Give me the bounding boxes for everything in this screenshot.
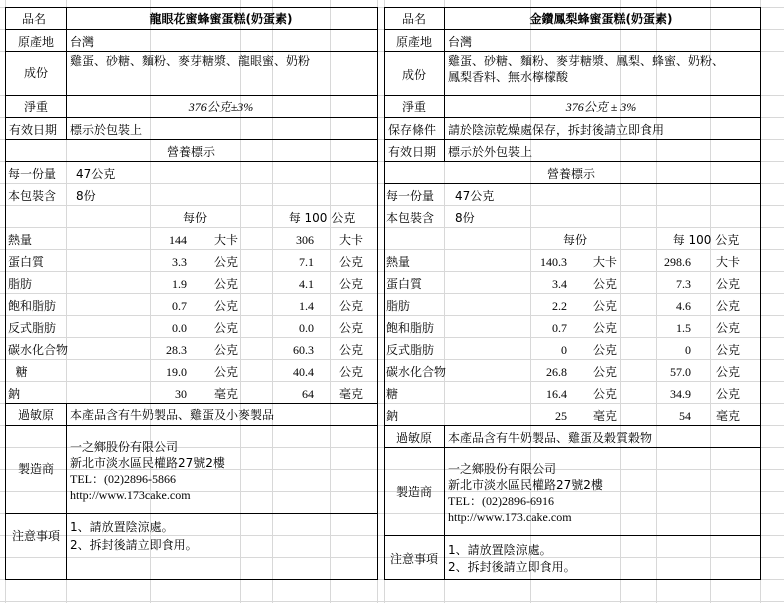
right-product-label[interactable]: 品名 (401, 12, 426, 26)
left-net-value[interactable]: 376公克±3% (188, 100, 254, 114)
right-nutrient-per-serving-unit[interactable]: 毫克 (592, 409, 617, 423)
right-nutrient-per-serving-unit[interactable]: 公克 (592, 299, 617, 313)
left-per-serving-header[interactable]: 每份 (182, 211, 207, 225)
left-nutrient-per-serving-value[interactable]: 19.0 (166, 365, 187, 379)
right-storage-label[interactable]: 保存條件 (388, 123, 437, 137)
left-nutrient-per-100g-value[interactable]: 40.4 (293, 365, 314, 379)
right-maker-line[interactable]: TEL：(02)2896-6916 (448, 494, 554, 508)
left-nutrient-per-serving-unit[interactable]: 公克 (213, 321, 238, 335)
left-nutrient-name[interactable]: 糖 (8, 365, 28, 379)
left-nutrient-per-serving-value[interactable]: 0.0 (172, 321, 187, 335)
right-nutrient-name[interactable]: 飽和脂肪 (386, 321, 435, 335)
right-nutrient-per-serving-unit[interactable]: 公克 (592, 365, 617, 379)
left-product-label[interactable]: 品名 (21, 12, 46, 26)
right-nutrient-per-100g-unit[interactable]: 公克 (715, 365, 740, 379)
right-nutrient-per-100g-value[interactable]: 298.6 (664, 255, 691, 269)
left-servings-value[interactable]: 8份 (76, 189, 96, 203)
left-nutrient-per-serving-unit[interactable]: 大卡 (213, 233, 238, 247)
right-nutrient-per-100g-value[interactable]: 34.9 (670, 387, 691, 401)
left-maker-line[interactable]: TEL：(02)2896-5866 (70, 472, 176, 486)
left-allergen-value[interactable]: 本產品含有牛奶製品、雞蛋及小麥製品 (70, 408, 275, 422)
right-ingredients-line[interactable]: 雞蛋、砂糖、麵粉、麥芽糖漿、鳳梨、蜂蜜、奶粉、 (448, 54, 725, 68)
left-nutrient-per-serving-value[interactable]: 0.7 (172, 299, 187, 313)
left-ingredients-label[interactable]: 成份 (23, 66, 48, 80)
right-serving-value[interactable]: 47公克 (455, 189, 495, 203)
right-notes-label[interactable]: 注意事項 (389, 552, 438, 566)
left-nutrient-per-100g-value[interactable]: 4.1 (299, 277, 314, 291)
left-nutrient-per-serving-value[interactable]: 28.3 (166, 343, 187, 357)
left-nutrition-title[interactable]: 營養標示 (166, 145, 215, 159)
left-nutrient-per-serving-value[interactable]: 1.9 (172, 277, 187, 291)
right-allergen-value[interactable]: 本產品含有牛奶製品、雞蛋及穀質穀物 (448, 431, 653, 445)
left-serving-label[interactable]: 每一份量 (8, 167, 57, 181)
left-nutrient-name[interactable]: 脂肪 (8, 277, 33, 291)
left-nutrient-per-100g-value[interactable]: 1.4 (299, 299, 314, 313)
left-origin-value[interactable]: 台灣 (70, 35, 95, 49)
left-ingredients-value[interactable]: 雞蛋、砂糖、麵粉、麥芽糖漿、龍眼蜜、奶粉 (70, 54, 311, 68)
right-nutrient-name[interactable]: 鈉 (386, 409, 399, 423)
left-nutrient-per-serving-value[interactable]: 144 (169, 233, 187, 247)
left-per-100g-header[interactable]: 每 100 公克 (288, 211, 356, 225)
right-nutrient-per-100g-unit[interactable]: 大卡 (715, 255, 740, 269)
right-maker-line[interactable]: http://www.173.cake.com (448, 510, 572, 524)
left-notes-label[interactable]: 注意事項 (11, 529, 60, 543)
right-nutrient-per-100g-value[interactable]: 0 (685, 343, 691, 357)
left-serving-value[interactable]: 47公克 (76, 167, 116, 181)
right-ingredients-label[interactable]: 成份 (401, 68, 426, 82)
left-nutrient-per-100g-unit[interactable]: 公克 (338, 299, 363, 313)
right-serving-label[interactable]: 每一份量 (386, 189, 435, 203)
right-allergen-label[interactable]: 過敏原 (395, 431, 432, 445)
left-allergen-label[interactable]: 過敏原 (17, 408, 54, 422)
left-nutrient-name[interactable]: 反式脂肪 (8, 321, 57, 335)
right-nutrient-per-serving-unit[interactable]: 公克 (592, 321, 617, 335)
right-storage-value[interactable]: 請於陰涼乾燥處保存，拆封後請立即食用 (448, 123, 665, 137)
left-nutrient-name[interactable]: 蛋白質 (8, 255, 45, 269)
right-nutrient-per-serving-unit[interactable]: 公克 (592, 387, 617, 401)
right-nutrient-name[interactable]: 熱量 (386, 255, 411, 269)
right-origin-value[interactable]: 台灣 (448, 35, 473, 49)
left-maker-line[interactable]: 一之鄉股份有限公司 (70, 440, 179, 454)
left-nutrient-per-100g-unit[interactable]: 毫克 (338, 387, 363, 401)
right-nutrient-per-serving-value[interactable]: 16.4 (546, 387, 567, 401)
left-nutrient-per-serving-value[interactable]: 30 (175, 387, 187, 401)
left-nutrient-name[interactable]: 飽和脂肪 (8, 299, 57, 313)
right-nutrient-per-100g-value[interactable]: 57.0 (670, 365, 691, 379)
left-notes-line[interactable]: 2、拆封後請立即食用。 (70, 538, 198, 552)
right-per-100g-header[interactable]: 每 100 公克 (672, 233, 740, 247)
right-nutrient-name[interactable]: 蛋白質 (386, 277, 423, 291)
right-nutrient-per-serving-unit[interactable]: 公克 (592, 343, 617, 357)
right-expiry-label[interactable]: 有效日期 (388, 145, 437, 159)
left-nutrient-per-serving-unit[interactable]: 公克 (213, 365, 238, 379)
left-notes-line[interactable]: 1、請放置陰涼處。 (70, 520, 174, 534)
left-product-name[interactable]: 龍眼花蜜蜂蜜蛋糕(奶蛋素) (149, 12, 293, 26)
right-notes-line[interactable]: 2、拆封後請立即食用。 (448, 560, 576, 574)
left-expiry-label[interactable]: 有效日期 (9, 123, 58, 137)
left-maker-label[interactable]: 製造商 (17, 462, 54, 476)
left-nutrient-per-serving-value[interactable]: 3.3 (172, 255, 187, 269)
right-nutrient-name[interactable]: 反式脂肪 (386, 343, 435, 357)
right-notes-line[interactable]: 1、請放置陰涼處。 (448, 543, 552, 557)
right-nutrient-name[interactable]: 碳水化合物 (386, 365, 447, 379)
left-nutrient-per-100g-value[interactable]: 0.0 (299, 321, 314, 335)
left-nutrient-per-100g-unit[interactable]: 公克 (338, 255, 363, 269)
left-nutrient-name[interactable]: 碳水化合物 (8, 343, 69, 357)
left-nutrient-per-100g-unit[interactable]: 公克 (338, 321, 363, 335)
left-nutrient-per-serving-unit[interactable]: 毫克 (213, 387, 238, 401)
right-nutrient-per-serving-value[interactable]: 0.7 (552, 321, 567, 335)
right-nutrient-per-100g-unit[interactable]: 毫克 (715, 409, 740, 423)
right-nutrient-per-100g-value[interactable]: 54 (679, 409, 691, 423)
right-nutrient-per-serving-value[interactable]: 140.3 (540, 255, 567, 269)
right-maker-line[interactable]: 新北市淡水區民權路27號2樓 (448, 478, 603, 492)
left-nutrient-per-100g-unit[interactable]: 公克 (338, 277, 363, 291)
right-nutrient-name[interactable]: 糖 (386, 387, 399, 401)
right-nutrient-per-100g-value[interactable]: 7.3 (676, 277, 691, 291)
right-nutrition-title[interactable]: 營養標示 (546, 167, 595, 181)
right-origin-label[interactable]: 原產地 (395, 35, 432, 49)
left-nutrient-per-100g-unit[interactable]: 公克 (338, 343, 363, 357)
right-nutrient-per-serving-value[interactable]: 25 (555, 409, 567, 423)
left-nutrient-per-serving-unit[interactable]: 公克 (213, 277, 238, 291)
right-nutrient-per-100g-unit[interactable]: 公克 (715, 321, 740, 335)
right-expiry-value[interactable]: 標示於外包裝上 (448, 145, 533, 159)
left-nutrient-name[interactable]: 鈉 (8, 387, 21, 401)
left-nutrient-per-100g-value[interactable]: 64 (302, 387, 314, 401)
right-maker-line[interactable]: 一之鄉股份有限公司 (448, 462, 557, 476)
right-servings-value[interactable]: 8份 (455, 211, 475, 225)
right-nutrient-per-100g-unit[interactable]: 公克 (715, 343, 740, 357)
left-net-label[interactable]: 淨重 (23, 100, 48, 114)
right-maker-label[interactable]: 製造商 (395, 485, 432, 499)
left-nutrient-per-100g-value[interactable]: 7.1 (299, 255, 314, 269)
right-nutrient-per-serving-value[interactable]: 2.2 (552, 299, 567, 313)
left-nutrient-per-serving-unit[interactable]: 公克 (213, 343, 238, 357)
left-maker-line[interactable]: 新北市淡水區民權路27號2樓 (70, 456, 225, 470)
right-net-value[interactable]: 376公克 ± 3% (565, 100, 637, 114)
right-nutrient-per-100g-value[interactable]: 4.6 (676, 299, 691, 313)
left-nutrient-name[interactable]: 熱量 (8, 233, 33, 247)
left-nutrient-per-100g-value[interactable]: 60.3 (293, 343, 314, 357)
right-nutrient-per-100g-unit[interactable]: 公克 (715, 299, 740, 313)
right-nutrient-per-100g-unit[interactable]: 公克 (715, 277, 740, 291)
left-origin-label[interactable]: 原產地 (17, 35, 54, 49)
right-nutrient-name[interactable]: 脂肪 (386, 299, 411, 313)
left-nutrient-per-serving-unit[interactable]: 公克 (213, 299, 238, 313)
right-nutrient-per-serving-unit[interactable]: 公克 (592, 277, 617, 291)
left-nutrient-per-100g-unit[interactable]: 公克 (338, 365, 363, 379)
right-ingredients-line[interactable]: 鳳梨香料、無水檸檬酸 (448, 70, 569, 84)
right-nutrient-per-serving-value[interactable]: 0 (561, 343, 567, 357)
left-expiry-value[interactable]: 標示於包裝上 (70, 123, 143, 137)
left-servings-label[interactable]: 本包裝含 (8, 189, 57, 203)
right-nutrient-per-serving-value[interactable]: 3.4 (552, 277, 567, 291)
left-maker-line[interactable]: http://www.173cake.com (70, 488, 191, 502)
right-net-label[interactable]: 淨重 (401, 100, 426, 114)
right-nutrient-per-serving-value[interactable]: 26.8 (546, 365, 567, 379)
right-product-name[interactable]: 金鑽鳳梨蜂蜜蛋糕(奶蛋素) (529, 12, 673, 26)
right-per-serving-header[interactable]: 每份 (562, 233, 587, 247)
right-servings-label[interactable]: 本包裝含 (386, 211, 435, 225)
left-nutrient-per-100g-value[interactable]: 306 (296, 233, 314, 247)
right-nutrient-per-serving-unit[interactable]: 大卡 (592, 255, 617, 269)
right-nutrient-per-100g-unit[interactable]: 公克 (715, 387, 740, 401)
left-nutrient-per-serving-unit[interactable]: 公克 (213, 255, 238, 269)
right-nutrient-per-100g-value[interactable]: 1.5 (676, 321, 691, 335)
left-nutrient-per-100g-unit[interactable]: 大卡 (338, 233, 363, 247)
